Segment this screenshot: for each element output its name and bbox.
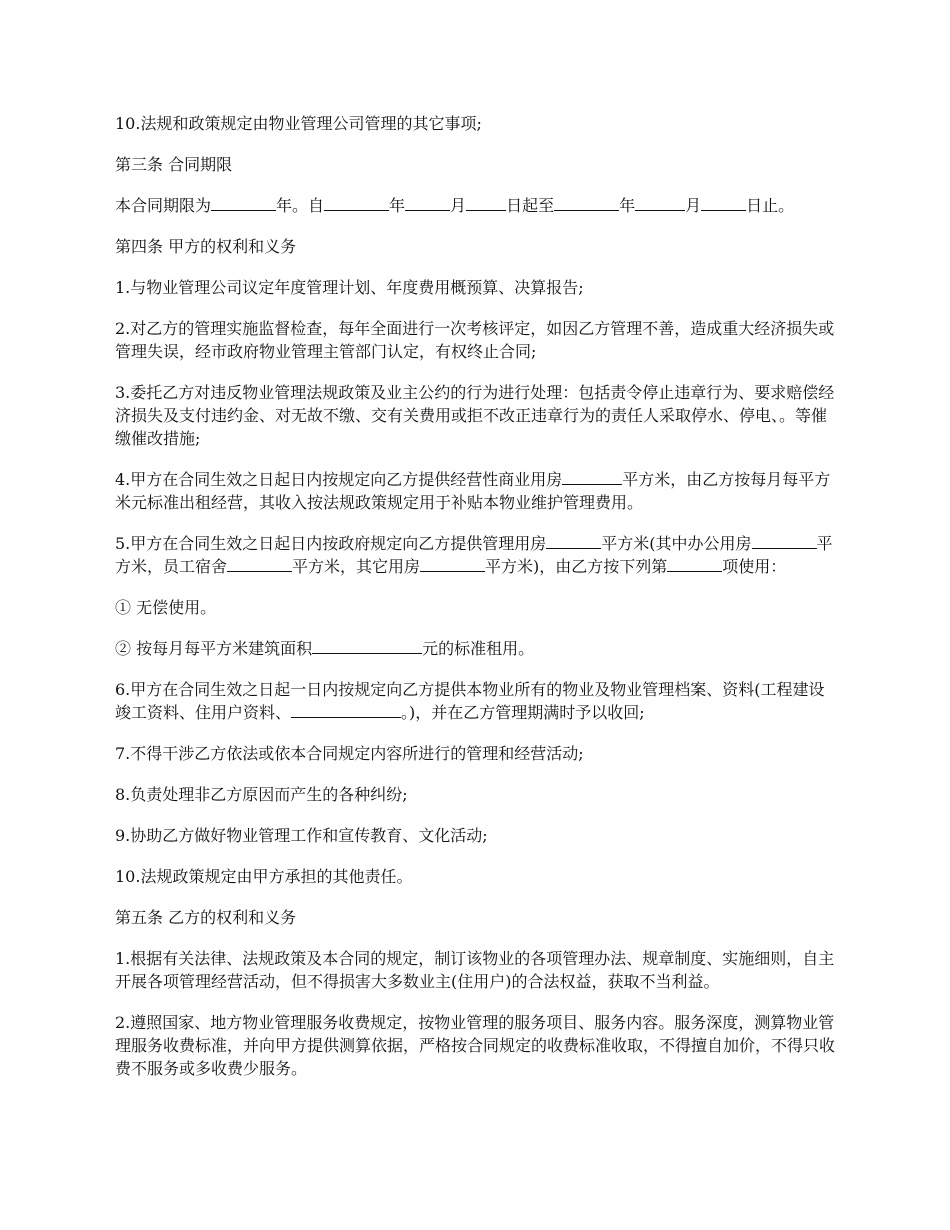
blank-rent-rate[interactable] (312, 638, 422, 654)
paragraph-4-8: 8.负责处理非乙方原因而产生的各种纠纷; (115, 785, 408, 804)
text: 6.甲方在合同生效之日起一日内按规定向乙方提供本物业所有的物业及物业管理档案、资料(工程建设竣工资料、住用户资料、 (115, 680, 825, 722)
paragraph-4-10: 10.法规政策规定由甲方承担的其他责任。 (115, 867, 413, 886)
section-heading-4: 第四条 甲方的权利和义务 (115, 237, 297, 256)
option-rental (115, 637, 840, 660)
paragraph-5-1: 1.根据有关法律、法规政策及本合同的规定，制订该物业的各项管理办法、规章制度、实施细则，自主开展各项管理经营活动，但不得损害大多数业主(住用户)的合法权益，获取不当利益。 (115, 949, 835, 991)
text: 本合同期限为 (115, 196, 212, 215)
text: 平方米)，由乙方按下列第 (485, 557, 668, 576)
paragraph-4-3: 3.委托乙方对违反物业管理法规政策及业主公约的行为进行处理：包括责令停止违章行为、要求赔偿经济损失及支付违约金、对无故不缴、交有关费用或拒不改正违章行为的责任人采取停水、停电、。等催缴催改措施; (115, 383, 835, 448)
contract-term-paragraph (115, 194, 840, 217)
text: 。)，并在乙方管理期满时予以收回; (401, 703, 645, 722)
blank-end-month[interactable] (635, 195, 685, 211)
text: ② 按每月每平方米建筑面积 (115, 639, 313, 658)
contract-document (115, 112, 840, 1098)
blank-documents[interactable] (291, 702, 401, 718)
text: 4.甲方在合同生效之日起日内按规定向乙方提供经营性商业用房 (115, 470, 563, 489)
blank-office-area[interactable] (752, 533, 817, 549)
text: 年。自 (276, 196, 325, 215)
blank-dormitory-area[interactable] (227, 556, 292, 572)
paragraph-4-9: 9.协助乙方做好物业管理工作和宣传教育、文化活动; (115, 826, 488, 845)
blank-other-area[interactable] (420, 556, 485, 572)
blank-end-day[interactable] (701, 195, 746, 211)
paragraph-4-1: 1.与物业管理公司议定年度管理计划、年度费用概预算、决算报告; (115, 278, 584, 297)
text: 年 (619, 196, 636, 215)
text: 日起至 (506, 196, 555, 215)
text: 平方米(其中办公用房 (601, 534, 752, 553)
blank-start-month[interactable] (405, 195, 450, 211)
text: 平方米，其它用房 (292, 557, 421, 576)
text: 5.甲方在合同生效之日起日内按政府规定向乙方提供管理用房 (115, 534, 547, 553)
section-heading-3: 第三条 合同期限 (115, 155, 233, 174)
text: 项使用： (722, 557, 787, 576)
text: 平方米，员工宿舍 (115, 534, 833, 576)
blank-item-number[interactable] (667, 556, 722, 572)
blank-management-area[interactable] (546, 533, 601, 549)
text: 月 (685, 196, 702, 215)
option-free-use: ① 无偿使用。 (115, 598, 217, 617)
text: 日止。 (746, 196, 795, 215)
blank-end-year[interactable] (554, 195, 619, 211)
paragraph-4-6 (115, 678, 840, 724)
text: 年 (389, 196, 406, 215)
paragraph-5-2: 2.遵照国家、地方物业管理服务收费规定，按物业管理的服务项目、服务内容。服务深度，测算物业管理服务收费标准，并向甲方提供测算依据，严格按合同规定的收费标准收取，不得擅自加价，不得只收费不服务或多收费少服务。 (115, 1013, 836, 1078)
paragraph-4-5 (115, 532, 840, 578)
text: 月 (450, 196, 467, 215)
blank-start-day[interactable] (466, 195, 506, 211)
paragraph-4-4 (115, 468, 840, 514)
blank-start-year[interactable] (324, 195, 389, 211)
text: 平方米，由乙方按每月每平方米元标准出租经营，其收入按法规政策规定用于补贴本物业维护管理费用。 (115, 470, 831, 512)
paragraph-1: 10.法规和政策规定由物业管理公司管理的其它事项; (115, 114, 482, 133)
paragraph-4-7: 7.不得干涉乙方依法或依本合同规定内容所进行的管理和经营活动; (115, 744, 584, 763)
blank-years[interactable] (211, 195, 276, 211)
blank-commercial-area[interactable] (562, 469, 622, 485)
section-heading-5: 第五条 乙方的权利和义务 (115, 908, 297, 927)
paragraph-4-2: 2.对乙方的管理实施监督检查，每年全面进行一次考核评定，如因乙方管理不善，造成重大经济损失或管理失误，经市政府物业管理主管部门认定，有权终止合同; (115, 319, 835, 361)
text: 元的标准租用。 (422, 639, 535, 658)
